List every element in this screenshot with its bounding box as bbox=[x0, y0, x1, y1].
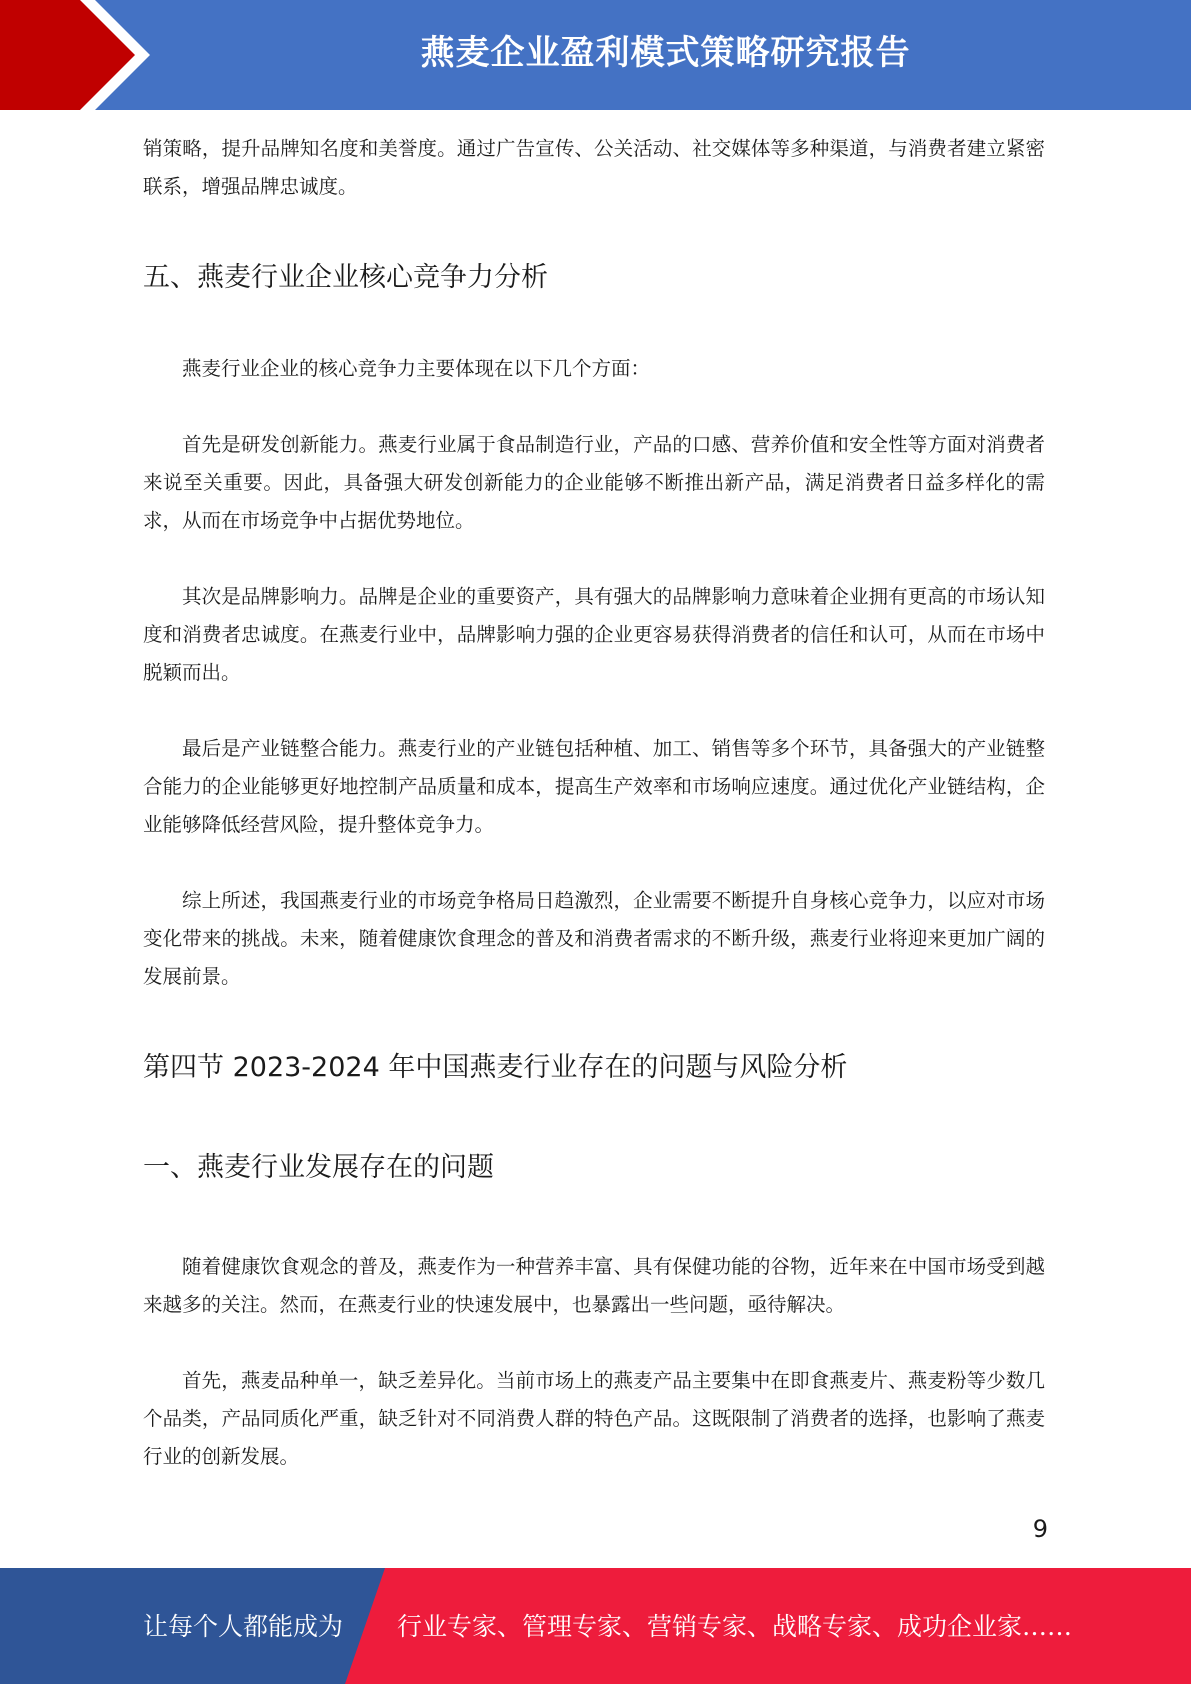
page-number: 9 bbox=[1032, 1515, 1048, 1543]
header-chevron-red bbox=[0, 0, 135, 110]
paragraph-core-intro: 燕麦行业企业的核心竞争力主要体现在以下几个方面： bbox=[182, 357, 651, 380]
heading-core-competitiveness: 五、燕麦行业企业核心竞争力分析 bbox=[143, 262, 548, 293]
page-content bbox=[143, 130, 1045, 1476]
page-footer bbox=[0, 1568, 1191, 1684]
paragraph-intro: 销策略，提升品牌知名度和美誉度。通过广告宣传、公关活动、社交媒体等多种渠道，与消费者建立紧密联系，增强品牌忠诚度。 bbox=[143, 137, 1045, 198]
heading-issues: 一、燕麦行业发展存在的问题 bbox=[143, 1152, 494, 1183]
paragraph-summary: 综上所述，我国燕麦行业的市场竞争格局日趋激烈，企业需要不断提升自身核心竞争力，以应对市场变化带来的挑战。未来，随着健康饮食理念的普及和消费者需求的不断升级，燕麦行业将迎来更加广阔的发展前景。 bbox=[143, 889, 1045, 988]
footer-slogan-right: 行业专家、管理专家、营销专家、战略专家、成功企业家…… bbox=[397, 1612, 1073, 1641]
section-heading-4: 第四节 2023-2024 年中国燕麦行业存在的问题与风险分析 bbox=[143, 1052, 848, 1083]
paragraph-issue-first: 首先，燕麦品种单一，缺乏差异化。当前市场上的燕麦产品主要集中在即食燕麦片、燕麦粉等少数几个品类，产品同质化严重，缺乏针对不同消费人群的特色产品。这既限制了消费者的选择，也影响了燕麦行业的创新发展。 bbox=[143, 1369, 1045, 1468]
report-title: 燕麦企业盈利模式策略研究报告 bbox=[420, 33, 911, 73]
paragraph-rnd: 首先是研发创新能力。燕麦行业属于食品制造行业，产品的口感、营养价值和安全性等方面对消费者来说至关重要。因此，具备强大研发创新能力的企业能够不断推出新产品，满足消费者日益多样化的需求，从而在市场竞争中占据优势地位。 bbox=[143, 433, 1045, 532]
paragraph-supply-chain: 最后是产业链整合能力。燕麦行业的产业链包括种植、加工、销售等多个环节，具备强大的产业链整合能力的企业能够更好地控制产品质量和成本，提高生产效率和市场响应速度。通过优化产业链结构，企业能够降低经营风险，提升整体竞争力。 bbox=[143, 737, 1045, 836]
paragraph-issues-intro: 随着健康饮食观念的普及，燕麦作为一种营养丰富、具有保健功能的谷物，近年来在中国市场受到越来越多的关注。然而，在燕麦行业的快速发展中，也暴露出一些问题，亟待解决。 bbox=[143, 1255, 1045, 1316]
footer-slogan-left: 让每个人都能成为 bbox=[143, 1612, 344, 1641]
page-header bbox=[0, 0, 1191, 110]
paragraph-brand: 其次是品牌影响力。品牌是企业的重要资产，具有强大的品牌影响力意味着企业拥有更高的市场认知度和消费者忠诚度。在燕麦行业中，品牌影响力强的企业更容易获得消费者的信任和认可，从而在市场中脱颖而出。 bbox=[143, 585, 1045, 684]
